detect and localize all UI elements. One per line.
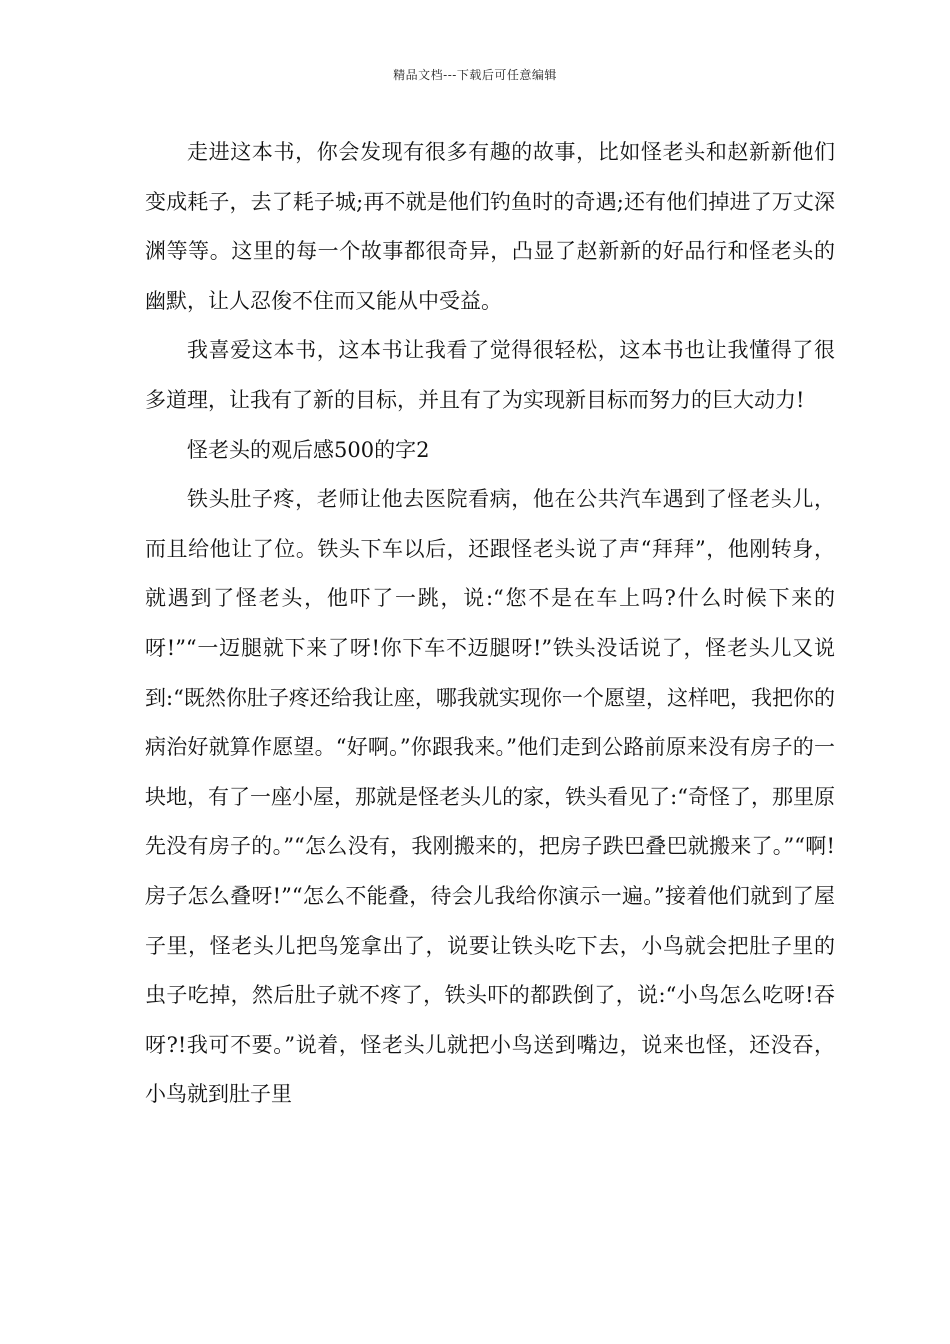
paragraph-story: 铁头肚子疼，老师让他去医院看病，他在公共汽车遇到了怪老头儿，而且给他让了位。铁头下车以后，还跟怪老头说了声“拜拜”，他刚转身，就遇到了怪老头，他吓了一跳，说:“您不是在车上吗?什么时候下来的呀!”“一迈腿就下来了呀!你下车不迈腿呀!”铁头没话说了，怪老头儿又说到:“既然你肚子疼还给我让座，哪我就实现你一个愿望，这样吧，我把你的病治好就算作愿望。“好啊。”你跟我来。”他们走到公路前原来没有房子的一块地，有了一座小屋，那就是怪老头儿的家，铁头看见了:“奇怪了，那里原先没有房子的。”“怎么没有，我刚搬来的，把房子跌巴叠巴就搬来了。”“啊!房子怎么叠呀!”“怎么不能叠，待会儿我给你演示一遍。”接着他们就到了屋子里，怪老头儿把鸟笼拿出了，说要让铁头吃下去，小鸟就会把肚子里的虫子吃掉，然后肚子就不疼了，铁头吓的都跌倒了，说:“小鸟怎么吃呀!吞呀?!我可不要。”说着，怪老头儿就把小鸟送到嘴边，说来也怪，还没吞，小鸟就到肚子里 [145,487,835,1107]
document-body [145,128,835,1120]
paragraph-intro: 走进这本书，你会发现有很多有趣的故事，比如怪老头和赵新新他们变成耗子，去了耗子城;再不就是他们钓鱼时的奇遇;还有他们掉进了万丈深渊等等。这里的每一个故事都很奇异，凸显了赵新新的好品行和怪老头的幽默，让人忍俊不住而又能从中受益。 [145,140,835,313]
section-title: 怪老头的观后感500的字2 [187,437,430,462]
page-header: 精品文档---下载后可任意编辑 [393,68,557,82]
paragraph-opinion: 我喜爱这本书，这本书让我看了觉得很轻松，这本书也让我懂得了很多道理，让我有了新的目标，并且有了为实现新目标而努力的巨大动力! [145,338,835,412]
